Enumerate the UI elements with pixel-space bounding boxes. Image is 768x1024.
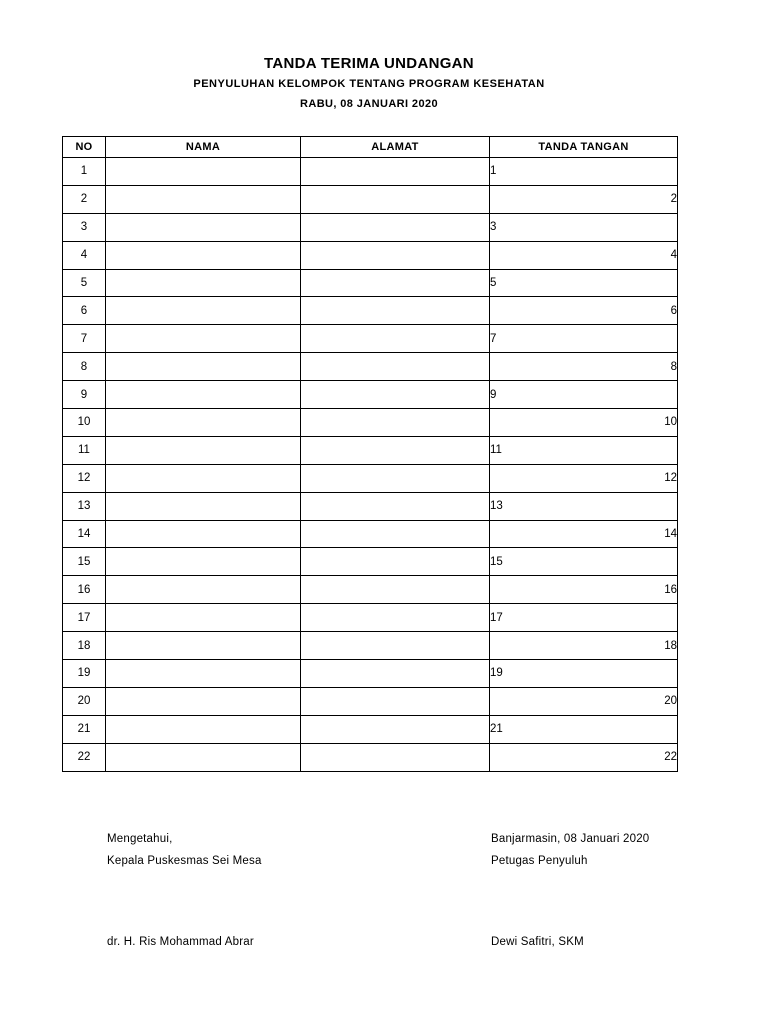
cell-alamat	[301, 297, 490, 325]
document-subtitle: PENYULUHAN KELOMPOK TENTANG PROGRAM KESEHATAN	[193, 78, 545, 90]
table-row	[63, 381, 678, 409]
cell-nama	[106, 632, 301, 660]
table-row	[63, 185, 678, 213]
cell-no: 10	[63, 409, 106, 437]
cell-no: 15	[63, 548, 106, 576]
table-row	[63, 353, 678, 381]
table-row	[63, 632, 678, 660]
footer-right-name: Dewi Safitri, SKM	[491, 936, 584, 948]
table-row	[63, 269, 678, 297]
column-header-alamat: ALAMAT	[301, 137, 490, 158]
cell-no: 12	[63, 464, 106, 492]
table-row	[63, 158, 678, 186]
cell-tanda-tangan: 19	[490, 660, 678, 688]
cell-nama	[106, 436, 301, 464]
cell-nama	[106, 325, 301, 353]
cell-tanda-tangan: 12	[490, 464, 678, 492]
cell-nama	[106, 464, 301, 492]
cell-alamat	[301, 158, 490, 186]
cell-nama	[106, 687, 301, 715]
cell-nama	[106, 715, 301, 743]
cell-tanda-tangan: 17	[490, 604, 678, 632]
cell-tanda-tangan: 2	[490, 185, 678, 213]
cell-tanda-tangan: 4	[490, 241, 678, 269]
cell-tanda-tangan: 21	[490, 715, 678, 743]
table-row	[63, 715, 678, 743]
cell-nama	[106, 381, 301, 409]
cell-alamat	[301, 185, 490, 213]
table-row	[63, 213, 678, 241]
column-header-tanda-tangan: TANDA TANGAN	[490, 137, 678, 158]
cell-alamat	[301, 464, 490, 492]
table-header-row	[63, 137, 678, 158]
footer-known-label: Mengetahui,	[107, 833, 173, 845]
cell-nama	[106, 269, 301, 297]
cell-no: 2	[63, 185, 106, 213]
cell-no: 4	[63, 241, 106, 269]
cell-no: 22	[63, 743, 106, 771]
cell-no: 20	[63, 687, 106, 715]
column-header-nama: NAMA	[106, 137, 301, 158]
table-row	[63, 687, 678, 715]
cell-alamat	[301, 520, 490, 548]
footer-place-date: Banjarmasin, 08 Januari 2020	[491, 833, 650, 845]
document-title: TANDA TERIMA UNDANGAN	[264, 55, 474, 72]
cell-no: 1	[63, 158, 106, 186]
table-row	[63, 241, 678, 269]
cell-no: 16	[63, 576, 106, 604]
table-row	[63, 297, 678, 325]
table-row	[63, 436, 678, 464]
table-row	[63, 409, 678, 437]
cell-alamat	[301, 687, 490, 715]
cell-no: 6	[63, 297, 106, 325]
cell-tanda-tangan: 14	[490, 520, 678, 548]
cell-alamat	[301, 241, 490, 269]
table-row	[63, 576, 678, 604]
cell-alamat	[301, 436, 490, 464]
cell-nama	[106, 660, 301, 688]
cell-no: 13	[63, 492, 106, 520]
cell-tanda-tangan: 1	[490, 158, 678, 186]
table-row	[63, 743, 678, 771]
cell-no: 11	[63, 436, 106, 464]
cell-alamat	[301, 660, 490, 688]
cell-nama	[106, 548, 301, 576]
cell-tanda-tangan: 18	[490, 632, 678, 660]
cell-no: 14	[63, 520, 106, 548]
cell-alamat	[301, 353, 490, 381]
cell-nama	[106, 297, 301, 325]
column-header-no: NO	[63, 137, 106, 158]
cell-alamat	[301, 381, 490, 409]
cell-nama	[106, 520, 301, 548]
table-row	[63, 325, 678, 353]
cell-tanda-tangan: 7	[490, 325, 678, 353]
cell-tanda-tangan: 10	[490, 409, 678, 437]
cell-tanda-tangan: 22	[490, 743, 678, 771]
cell-tanda-tangan: 5	[490, 269, 678, 297]
cell-tanda-tangan: 13	[490, 492, 678, 520]
cell-nama	[106, 604, 301, 632]
cell-alamat	[301, 213, 490, 241]
cell-alamat	[301, 325, 490, 353]
cell-no: 7	[63, 325, 106, 353]
table-row	[63, 520, 678, 548]
table-row	[63, 604, 678, 632]
cell-alamat	[301, 715, 490, 743]
cell-alamat	[301, 576, 490, 604]
cell-tanda-tangan: 20	[490, 687, 678, 715]
footer-left-position: Kepala Puskesmas Sei Mesa	[107, 855, 262, 867]
table-row	[63, 492, 678, 520]
table-row	[63, 464, 678, 492]
table-row	[63, 660, 678, 688]
table-body	[63, 158, 678, 772]
cell-tanda-tangan: 6	[490, 297, 678, 325]
cell-no: 17	[63, 604, 106, 632]
cell-no: 5	[63, 269, 106, 297]
cell-nama	[106, 492, 301, 520]
footer-left-name: dr. H. Ris Mohammad Abrar	[107, 936, 254, 948]
cell-tanda-tangan: 15	[490, 548, 678, 576]
cell-alamat	[301, 743, 490, 771]
cell-nama	[106, 576, 301, 604]
cell-alamat	[301, 604, 490, 632]
cell-tanda-tangan: 16	[490, 576, 678, 604]
cell-alamat	[301, 632, 490, 660]
cell-tanda-tangan: 9	[490, 381, 678, 409]
cell-no: 3	[63, 213, 106, 241]
cell-tanda-tangan: 11	[490, 436, 678, 464]
cell-nama	[106, 158, 301, 186]
cell-no: 18	[63, 632, 106, 660]
cell-nama	[106, 353, 301, 381]
signature-table	[62, 136, 678, 772]
table-row	[63, 548, 678, 576]
cell-no: 19	[63, 660, 106, 688]
cell-nama	[106, 241, 301, 269]
cell-no: 21	[63, 715, 106, 743]
cell-alamat	[301, 409, 490, 437]
cell-nama	[106, 213, 301, 241]
footer-right-position: Petugas Penyuluh	[491, 855, 588, 867]
cell-no: 9	[63, 381, 106, 409]
cell-nama	[106, 743, 301, 771]
cell-alamat	[301, 492, 490, 520]
document-date: RABU, 08 JANUARI 2020	[300, 98, 438, 110]
cell-alamat	[301, 269, 490, 297]
cell-tanda-tangan: 3	[490, 213, 678, 241]
cell-nama	[106, 409, 301, 437]
cell-no: 8	[63, 353, 106, 381]
cell-nama	[106, 185, 301, 213]
cell-alamat	[301, 548, 490, 576]
cell-tanda-tangan: 8	[490, 353, 678, 381]
